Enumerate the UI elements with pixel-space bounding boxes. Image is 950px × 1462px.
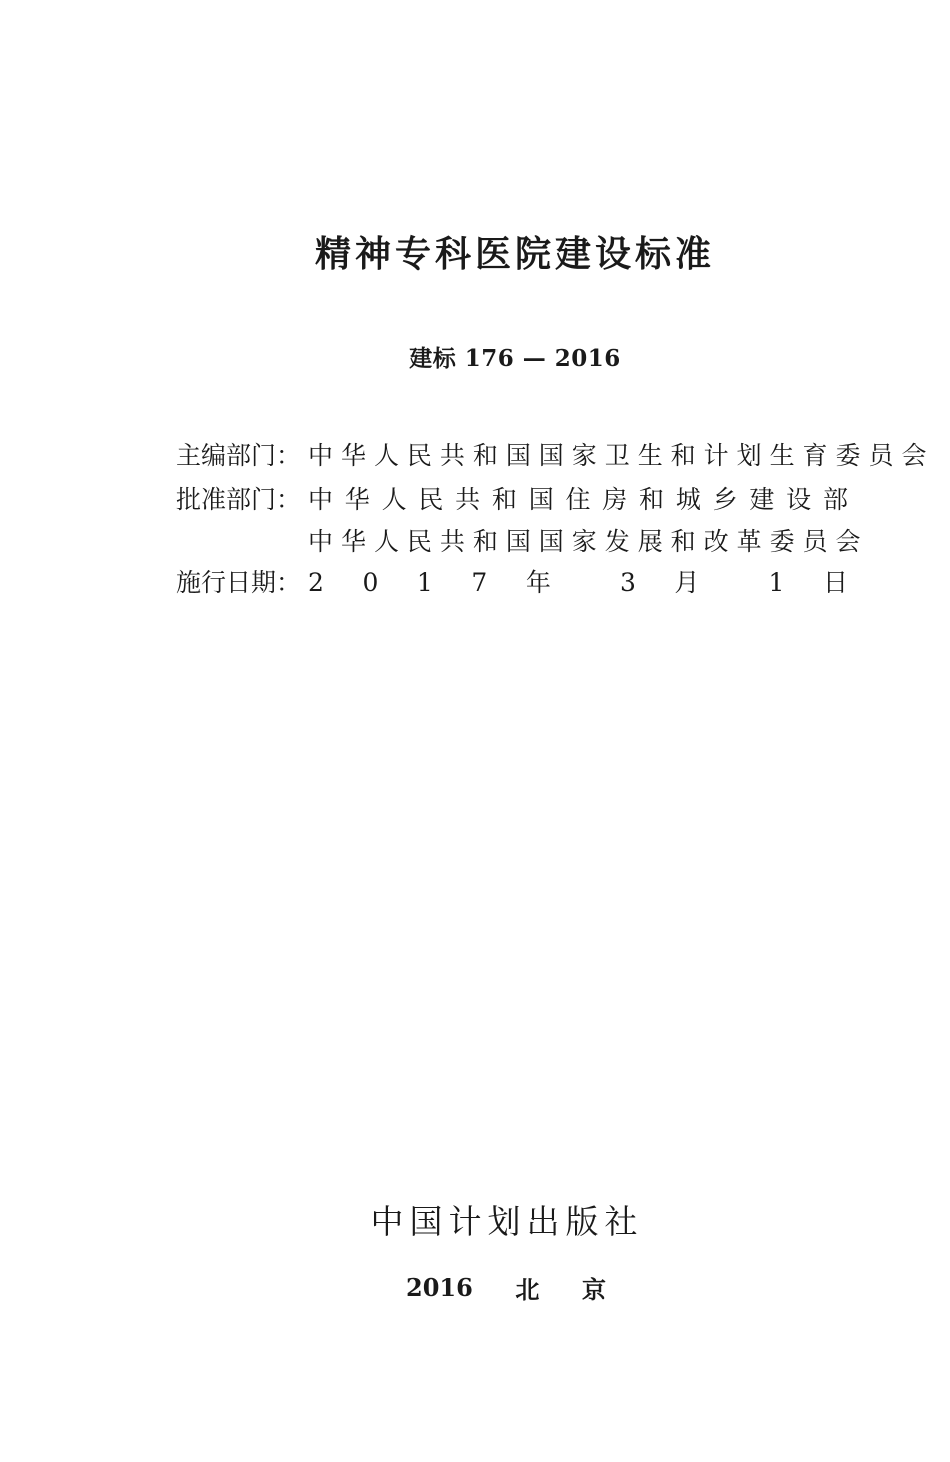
publication-line [406,1270,606,1304]
approver-value-1: 中 华 人 民 共 和 国 住 房 和 城 乡 建 设 部 [308,485,848,514]
publisher-name: 中国计划出版社 [370,1202,644,1241]
date-row [176,564,848,598]
approver-value-2: 中 华 人 民 共 和 国 国 家 发 展 和 改 革 委 员 会 [308,527,861,556]
document-title: 精神专科医院建设标准 [314,234,715,275]
date-value: 2 0 1 7 年 3 月 1 日 [308,568,849,597]
editor-row [176,437,927,471]
approver-row [176,481,848,515]
publication-year: 2016 [406,1272,473,1302]
editor-value: 中 华 人 民 共 和 国 国 家 卫 生 和 计 划 生 育 委 员 会 [308,441,927,470]
standard-code: 建标 176 — 2016 [409,345,621,372]
date-label: 施行日期： [176,568,302,597]
approver-row-2 [176,523,861,557]
approver-label: 批准部门： [176,485,302,514]
publication-city-1: 北 [515,1274,540,1304]
publication-city-2: 京 [581,1274,606,1304]
editor-label: 主编部门： [176,441,302,470]
